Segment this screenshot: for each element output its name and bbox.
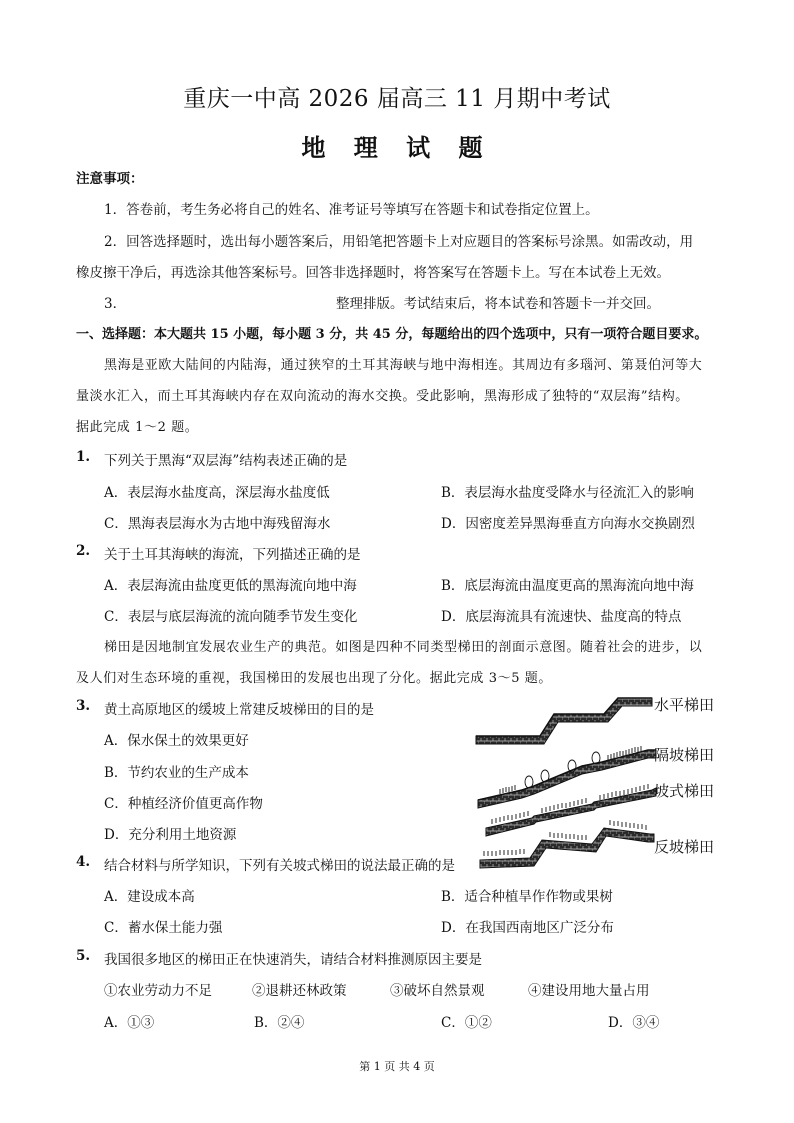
q1-option-c[interactable]: C．黑海表层海水为古地中海残留海水 xyxy=(104,516,331,532)
passage1-line1: 黑海是亚欧大陆间的内陆海，通过狭窄的土耳其海峡与地中海相连。其周边有多瑙河、第聂伯河等大 xyxy=(104,358,703,373)
q1-option-a[interactable]: A．表层海水盐度高，深层海水盐度低 xyxy=(104,485,330,501)
q2-option-b[interactable]: B．底层海流由温度更高的黑海流向地中海 xyxy=(441,578,694,594)
subject-title: 地 理 试 题 xyxy=(301,133,493,162)
passage2-line1: 梯田是因地制宜发展农业生产的典范。如图是四种不同类型梯田的剖面示意图。随着社会的进步，以 xyxy=(104,640,703,655)
q1-number: 1. xyxy=(76,449,91,465)
q5-stem: 我国很多地区的梯田正在快速消失，请结合材料推测原因主要是 xyxy=(104,952,482,968)
q3-option-a[interactable]: A．保水保土的效果更好 xyxy=(104,733,249,749)
passage1-line3: 据此完成 1～2 题。 xyxy=(76,420,199,435)
note-1: 1．答卷前，考生务必将自己的姓名、准考证号等填写在答题卡和试卷指定位置上。 xyxy=(104,202,599,218)
page-footer: 第 1 页 共 4 页 xyxy=(359,1060,435,1073)
q4-number: 4. xyxy=(76,854,91,870)
label-reverse-slope-terrace: 反坡梯田 xyxy=(654,838,715,856)
q1-option-b[interactable]: B．表层海水盐度受降水与径流汇入的影响 xyxy=(441,485,694,501)
q1-stem: 下列关于黑海“双层海”结构表述正确的是 xyxy=(104,453,348,469)
q5-statement-2: ②退耕还林政策 xyxy=(252,983,347,999)
q4-option-a[interactable]: A．建设成本高 xyxy=(104,889,195,905)
q5-statement-3: ③破坏自然景观 xyxy=(390,983,485,999)
q5-statement-4: ④建设用地大量占用 xyxy=(528,983,650,999)
q2-option-c[interactable]: C．表层与底层海流的流向随季节发生变化 xyxy=(104,609,358,625)
q5-option-c[interactable]: C．①② xyxy=(441,1015,492,1031)
passage1-line2: 量淡水汇入，而土耳其海峡内存在双向流动的海水交换。受此影响，黑海形成了独特的“双层海”结构。 xyxy=(76,389,689,404)
q1-option-d[interactable]: D．因密度差异黑海垂直方向海水交换剧烈 xyxy=(441,516,695,532)
section-heading: 一、选择题：本大题共 15 小题，每小题 3 分，共 45 分，每题给出的四个选项中，只有一项符合题目要求。 xyxy=(76,327,708,342)
level-terrace-diagram xyxy=(476,698,652,744)
q4-option-c[interactable]: C．蓄水保土能力强 xyxy=(104,920,223,936)
q5-option-d[interactable]: D．③④ xyxy=(608,1015,660,1031)
q2-option-a[interactable]: A．表层海流由盐度更低的黑海流向地中海 xyxy=(104,578,357,594)
q2-stem: 关于土耳其海峡的海流，下列描述正确的是 xyxy=(104,547,361,563)
label-bench-slope-terrace: 隔坡梯田 xyxy=(654,746,715,764)
passage2-line2: 及人们对生态环境的重视，我国梯田的发展也出现了分化。据此完成 3～5 题。 xyxy=(76,671,553,686)
q3-option-b[interactable]: B．节约农业的生产成本 xyxy=(104,765,249,781)
q3-option-d[interactable]: D．充分利用土地资源 xyxy=(104,827,237,843)
q5-number: 5. xyxy=(76,948,91,964)
note-3-text: 整理排版。考试结束后，将本试卷和答题卡一并交回。 xyxy=(336,296,660,312)
exam-title: 重庆一中高 2026 届高三 11 月期中考试 xyxy=(183,86,611,112)
q3-stem: 黄土高原地区的缓坡上常建反坡梯田的目的是 xyxy=(104,702,374,718)
q4-stem: 结合材料与所学知识，下列有关坡式梯田的说法最正确的是 xyxy=(104,858,455,874)
note-2: 2．回答选择题时，选出每小题答案后，用铅笔把答题卡上对应题目的答案标号涂黑。如需改动，用 xyxy=(104,234,694,250)
q3-option-c[interactable]: C．种植经济价值更高作物 xyxy=(104,796,263,812)
q2-option-d[interactable]: D．底层海流具有流速快、盐度高的特点 xyxy=(441,609,682,625)
q2-number: 2. xyxy=(76,543,91,559)
q5-statement-1: ①农业劳动力不足 xyxy=(104,983,212,999)
q4-option-b[interactable]: B．适合种植旱作作物或果树 xyxy=(441,889,613,905)
notes-heading: 注意事项： xyxy=(76,171,144,187)
note-3-num: 3． xyxy=(104,296,127,312)
label-level-terrace: 水平梯田 xyxy=(654,696,715,714)
q5-option-b[interactable]: B．②④ xyxy=(254,1015,305,1031)
label-sloping-terrace: 坡式梯田 xyxy=(654,782,715,800)
note-2-cont: 橡皮擦干净后，再选涂其他答案标号。回答非选择题时，将答案写在答题卡上。写在本试卷上无效。 xyxy=(76,265,670,281)
q3-number: 3. xyxy=(76,698,91,714)
q5-option-a[interactable]: A．①③ xyxy=(104,1015,155,1031)
q4-option-d[interactable]: D．在我国西南地区广泛分布 xyxy=(441,920,614,936)
